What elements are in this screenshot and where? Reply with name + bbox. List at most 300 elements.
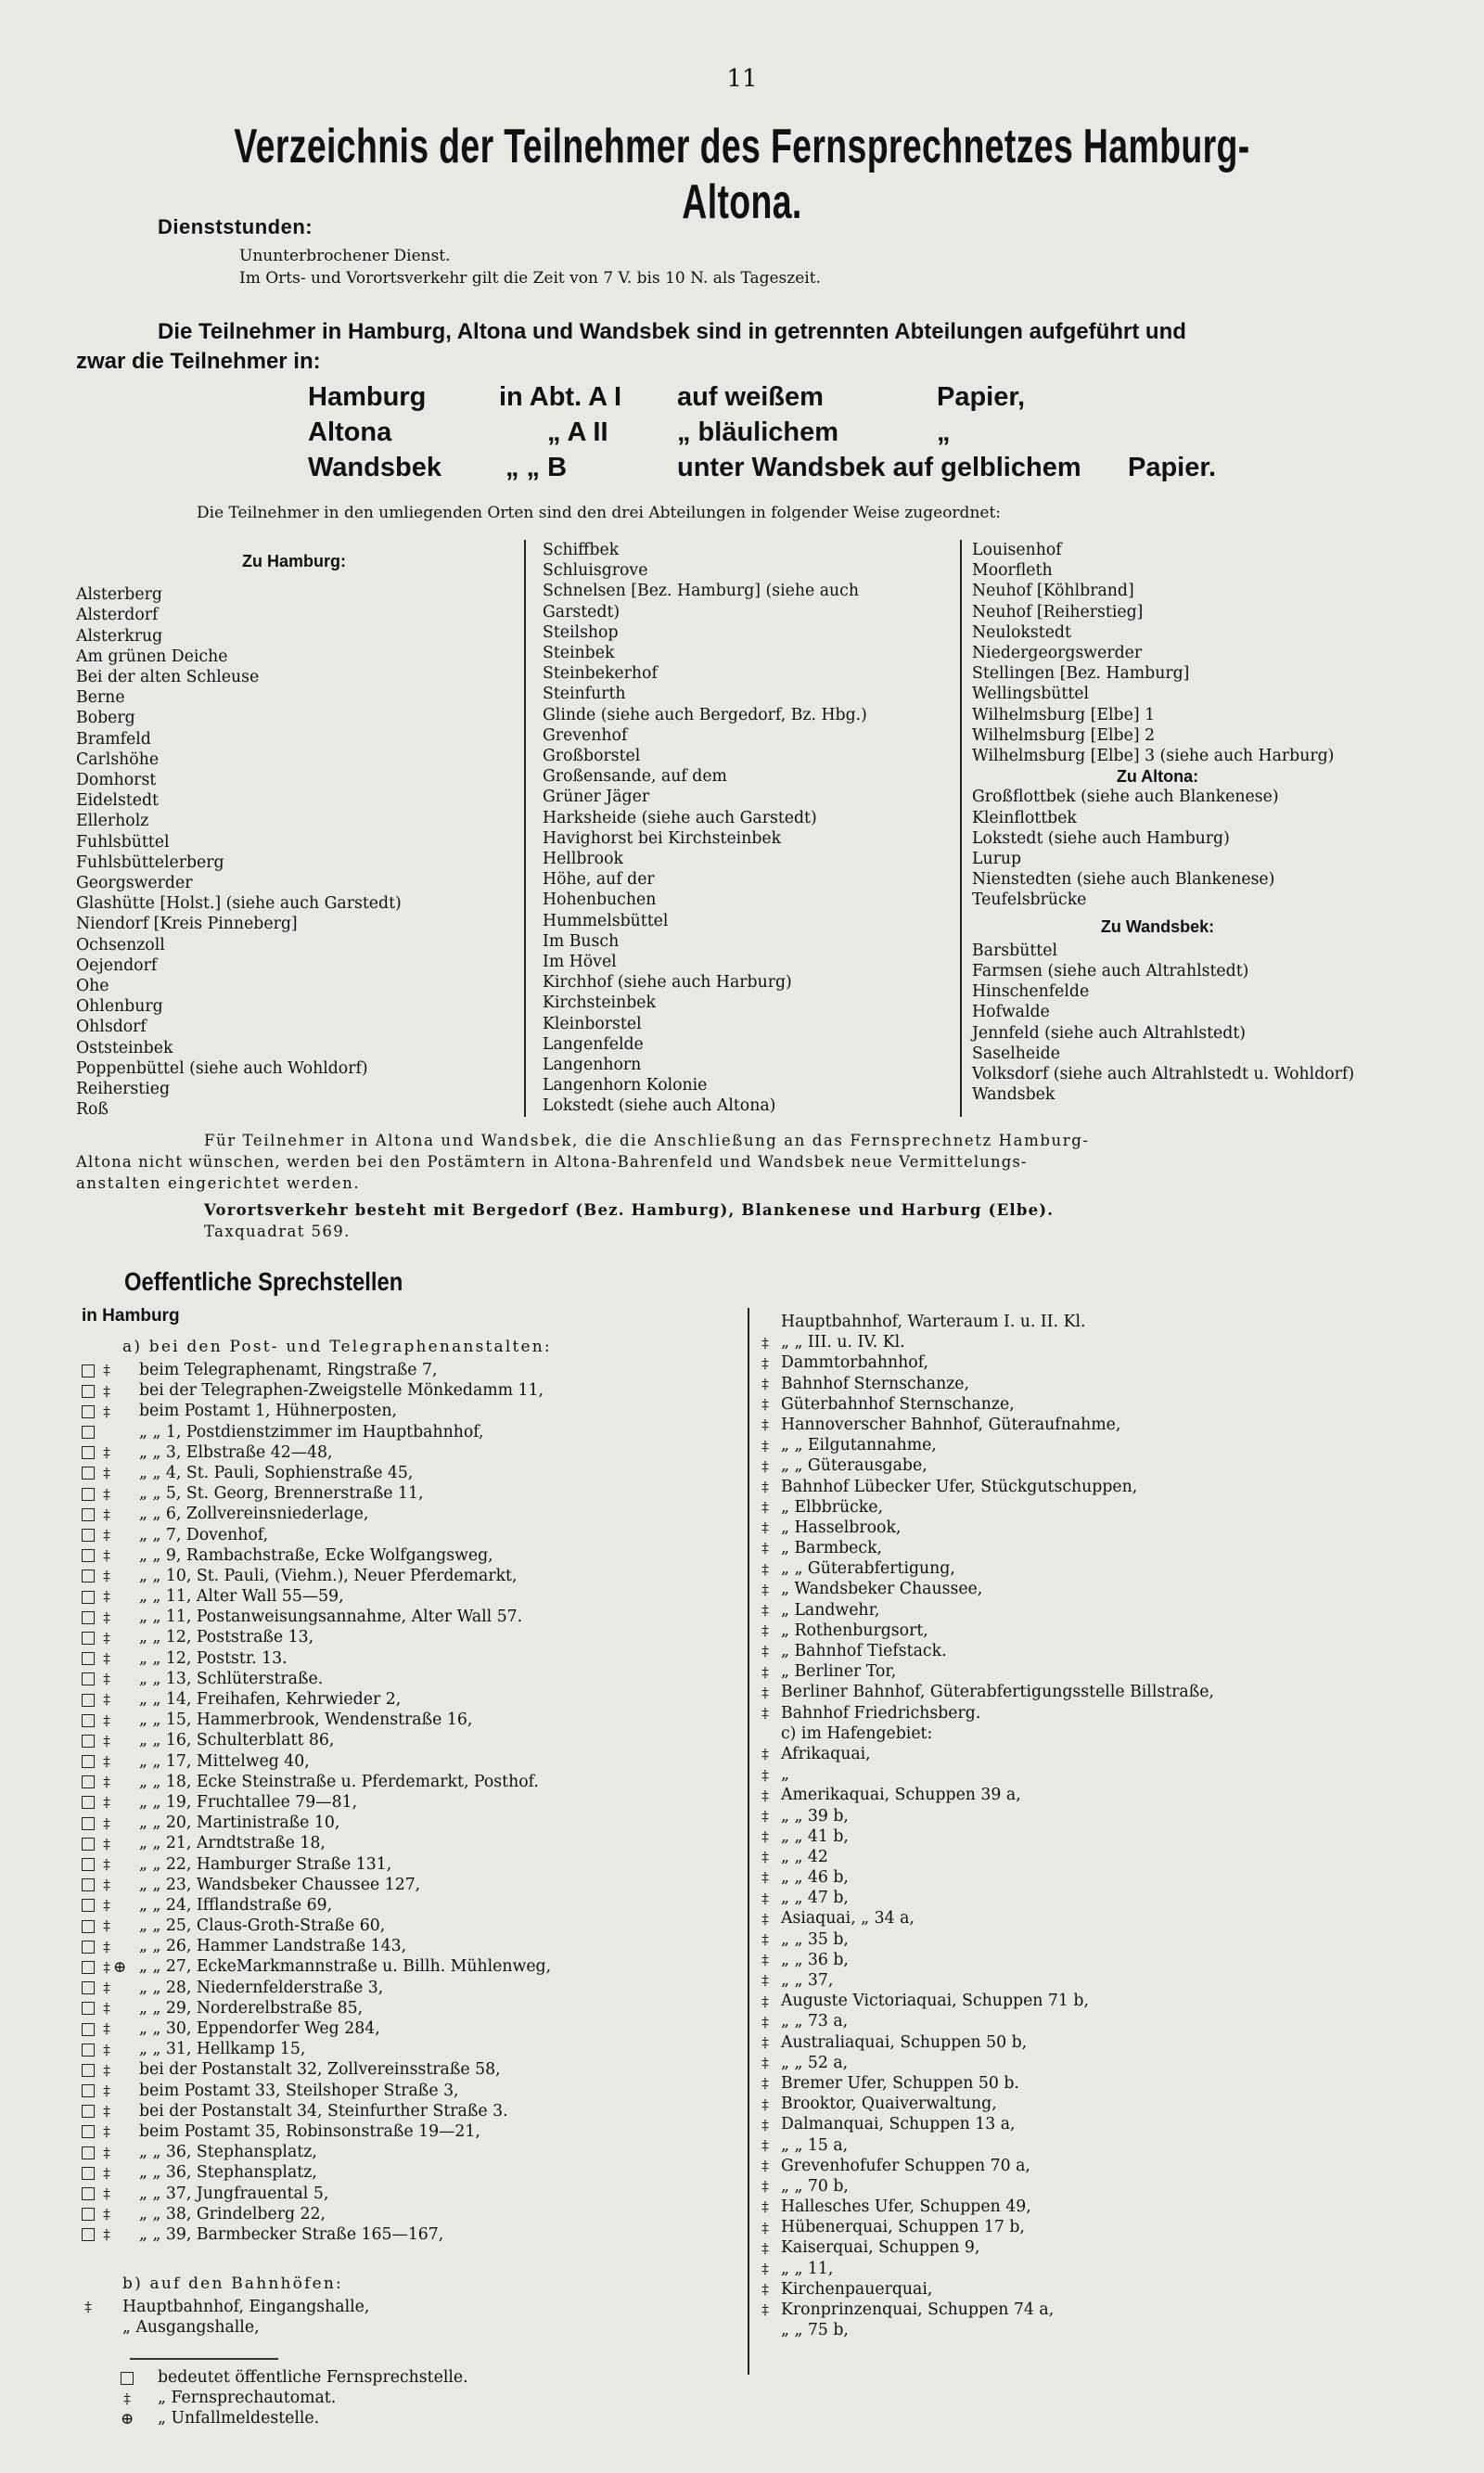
- service-line-1: Ununterbrochener Dienst.: [239, 247, 451, 265]
- legend: [121, 2367, 677, 2429]
- post-office-row: [82, 1463, 731, 1483]
- phone-automat-icon: ‡: [761, 1787, 769, 1804]
- symbol-group: [82, 1360, 139, 1381]
- post-office-text: „ „ 15, Hammerbrook, Wendenstraße 16,: [139, 1711, 473, 1730]
- post-office-row: [82, 1813, 731, 1833]
- phone-automat-icon: ‡: [761, 2301, 769, 2319]
- accident-report-icon: ⊕: [121, 2409, 134, 2428]
- public-phone-square-icon: [82, 1735, 95, 1748]
- post-office-text: „ „ 12, Poststr. 13.: [139, 1648, 288, 1668]
- symbol-group: [759, 1970, 779, 1992]
- post-office-text: „ „ 6, Zollvereinsniederlage,: [139, 1505, 369, 1524]
- post-office-text: „ „ 26, Hammer Landstraße 143,: [139, 1937, 407, 1956]
- railway-harbour-row: [759, 2320, 1464, 2340]
- railway-harbour-text: Bahnhof Lübecker Ufer, Stückgutschuppen,: [781, 1477, 1138, 1496]
- hamburg-place-item: Schiffbek: [543, 541, 620, 559]
- post-office-text: „ „ 4, St. Pauli, Sophienstraße 45,: [139, 1463, 414, 1482]
- post-office-row: [82, 1504, 731, 1524]
- post-office-text: „ „ 31, Hellkamp 15,: [139, 2040, 306, 2059]
- railway-harbour-row: [759, 1477, 1464, 1497]
- public-phone-square-icon: [82, 1755, 95, 1768]
- symbol-group: [82, 1463, 139, 1484]
- phone-automat-icon: ‡: [103, 2164, 110, 2182]
- symbol-group: [759, 1950, 779, 1971]
- symbol-group: [759, 1682, 779, 1703]
- heading-zu-hamburg: Zu Hamburg:: [242, 552, 346, 570]
- post-office-row: [82, 1360, 731, 1380]
- hamburg-place-item: Wilhelmsburg [Elbe] 3 (siehe auch Harburg): [972, 747, 1335, 766]
- railway-harbour-row: [759, 1991, 1464, 2011]
- phone-automat-icon: ‡: [761, 1972, 769, 1990]
- phone-automat-icon: ‡: [103, 1794, 110, 1812]
- hamburg-place-item: Höhe, auf der: [543, 870, 655, 890]
- phone-automat-icon: ‡: [761, 1807, 769, 1825]
- phone-automat-icon: ‡: [761, 2013, 769, 2031]
- post-office-text: bei der Postanstalt 34, Steinfurther Straße 3.: [139, 2101, 508, 2121]
- wandsbek-place-item: Hinschenfelde: [972, 982, 1090, 1002]
- hamburg-place-item: Neulokstedt: [972, 622, 1071, 642]
- symbol-group: [82, 1607, 139, 1628]
- hamburg-place-item: Poppenbüttel (siehe auch Wohldorf): [76, 1058, 368, 1078]
- symbol-group: [82, 1936, 139, 1957]
- hamburg-place-item: Hohenbuchen: [543, 891, 657, 910]
- post-office-row: [82, 1895, 731, 1916]
- symbol-group: [759, 1497, 779, 1518]
- railway-harbour-text: „: [781, 1765, 789, 1785]
- railway-harbour-row: [759, 1415, 1464, 1435]
- symbol-group: [759, 1785, 779, 1806]
- railway-harbour-row: [759, 1455, 1464, 1476]
- railway-harbour-text: „ „ Eilgutannahme,: [781, 1436, 937, 1455]
- public-phone-square-icon: [82, 1775, 95, 1788]
- post-office-text: beim Postamt 1, Hühnerposten,: [139, 1402, 398, 1421]
- hamburg-place-item: Garstedt): [543, 602, 620, 621]
- phone-automat-icon: ‡: [103, 1629, 110, 1647]
- symbol-group: [82, 1978, 139, 1999]
- hamburg-place-item: Wellingsbüttel: [972, 685, 1090, 704]
- railway-harbour-row: [759, 1312, 1464, 1332]
- post-office-text: beim Telegraphenamt, Ringstraße 7,: [139, 1361, 438, 1379]
- railway-harbour-row: [759, 1435, 1464, 1455]
- symbol-group: [82, 1380, 139, 1402]
- railway-harbour-row: [759, 2053, 1464, 2073]
- public-phone-square-icon: [82, 1508, 95, 1521]
- altona-place-item: Teufelsbrücke: [972, 891, 1087, 910]
- post-office-row: [82, 1916, 731, 1936]
- page-number: 11: [726, 65, 758, 93]
- railway-harbour-row: [759, 1497, 1464, 1518]
- symbol-group: [82, 1442, 139, 1464]
- public-phone-square-icon: [82, 1838, 95, 1851]
- symbol-group: [82, 2039, 139, 2060]
- symbol-group: [759, 1579, 779, 1600]
- column-hamburg: [76, 551, 512, 1120]
- note-line-4: Vorortsverkehr besteht mit Bergedorf (Bez. Hamburg), Blankenese und Harburg (Elbe).: [204, 1201, 1055, 1219]
- railway-harbour-text: „ „ III. u. IV. Kl.: [781, 1333, 905, 1352]
- phone-automat-icon: ‡: [103, 1650, 110, 1668]
- column-divider-2: [960, 540, 962, 1117]
- phone-automat-icon: ‡: [103, 1588, 110, 1606]
- symbol-group: [759, 1435, 779, 1456]
- post-office-row: [82, 1525, 731, 1545]
- post-office-row: [82, 1998, 731, 2018]
- hamburg-place-item: Wilhelmsburg [Elbe] 2: [972, 725, 1156, 745]
- phone-automat-icon: ‡: [103, 1835, 110, 1852]
- railway-harbour-row: [759, 1538, 1464, 1558]
- railway-harbour-list: [759, 1312, 1464, 2340]
- symbol-group: [759, 1744, 779, 1765]
- post-office-text: „ „ 30, Eppendorfer Weg 284,: [139, 2019, 380, 2038]
- railway-harbour-text: Dalmanquai, Schuppen 13 a,: [781, 2115, 1016, 2134]
- hamburg-place-item: Im Busch: [543, 931, 620, 951]
- hamburg-place-item: Oststeinbek: [76, 1038, 173, 1057]
- post-office-text: „ „ 7, Dovenhof,: [139, 1525, 269, 1544]
- phone-automat-icon: ‡: [103, 1980, 110, 1997]
- phone-automat-icon: ‡: [761, 2178, 769, 2196]
- phone-automat-icon: ‡: [761, 1499, 769, 1517]
- railway-harbour-row: [759, 2217, 1464, 2237]
- phone-automat-icon: ‡: [761, 2095, 769, 2113]
- post-office-text: beim Postamt 33, Steilshoper Straße 3,: [139, 2081, 459, 2100]
- phone-automat-icon: ‡: [103, 1732, 110, 1749]
- post-office-text: „ „ 14, Freihafen, Kehrwieder 2,: [139, 1690, 402, 1709]
- public-phone-square-icon: [82, 2064, 95, 2077]
- post-office-row: [82, 2018, 731, 2039]
- phone-automat-icon: ‡: [103, 2020, 110, 2038]
- hamburg-place-item: Langenhorn Kolonie: [543, 1076, 708, 1096]
- phone-automat-icon: ‡: [761, 1334, 769, 1352]
- public-phone-square-icon: [82, 1591, 95, 1604]
- service-heading: Dienststunden:: [158, 215, 313, 238]
- railway-harbour-row: [759, 1579, 1464, 1599]
- hamburg-place-item: Im Hövel: [543, 953, 617, 972]
- intro-row-hamburg-dept: in Abt. A I: [499, 382, 622, 412]
- hamburg-place-item: Wilhelmsburg [Elbe] 1: [972, 705, 1156, 724]
- railway-harbour-text: Afrikaquai,: [781, 1744, 871, 1763]
- railway-harbour-row: [759, 1332, 1464, 1352]
- phone-automat-icon: ‡: [103, 1917, 110, 1935]
- symbol-group: [82, 1916, 139, 1937]
- phone-automat-icon: ‡: [103, 2206, 110, 2223]
- symbol-group: [82, 2142, 139, 2163]
- post-office-text: „ „ 18, Ecke Steinstraße u. Pferdemarkt, Posthof.: [139, 1772, 539, 1791]
- post-office-row: [82, 1422, 731, 1442]
- hamburg-place-item: Roß: [76, 1100, 109, 1120]
- symbol-group: [759, 1352, 779, 1374]
- post-office-row: [82, 1586, 731, 1607]
- railway-harbour-row: [759, 1908, 1464, 1928]
- phone-automat-icon: ‡: [761, 1602, 769, 1620]
- railway-harbour-text: Kronprinzenquai, Schuppen 74 a,: [781, 2300, 1055, 2319]
- railway-harbour-text: Bahnhof Friedrichsberg.: [781, 1703, 981, 1723]
- symbol-group: [82, 2101, 139, 2122]
- symbol-group: [82, 1895, 139, 1916]
- phone-automat-icon: ‡: [761, 1931, 769, 1949]
- phone-automat-icon: ‡: [103, 1938, 110, 1955]
- station-text: Hauptbahnhof, Eingangshalle,: [122, 2298, 370, 2316]
- phone-automat-icon: ‡: [103, 1958, 110, 1976]
- symbol-group: [82, 2162, 139, 2184]
- symbol-group: [759, 1518, 779, 1539]
- phone-automat-icon: ‡: [103, 1691, 110, 1709]
- railway-harbour-row: [759, 1929, 1464, 1950]
- phone-automat-icon: ‡: [103, 1382, 110, 1400]
- station-row: [82, 2297, 731, 2317]
- note-line-5: Taxquadrat 569.: [204, 1223, 351, 1240]
- railway-harbour-row: [759, 1600, 1464, 1621]
- railway-harbour-row: [759, 1374, 1464, 1394]
- symbol-group: [82, 2224, 139, 2246]
- railway-harbour-row: [759, 1621, 1464, 1641]
- railway-harbour-text: Bahnhof Sternschanze,: [781, 1374, 970, 1393]
- symbol-group: [759, 1374, 779, 1395]
- symbol-group: [82, 2018, 139, 2040]
- phone-automat-icon: ‡: [761, 2055, 769, 2072]
- post-office-text: „ „ 9, Rambachstraße, Ecke Wolfgangsweg,: [139, 1545, 493, 1565]
- post-office-row: [82, 1689, 731, 1710]
- public-phone-square-icon: [82, 1941, 95, 1954]
- post-office-text: „ „ 11, Alter Wall 55—59,: [139, 1587, 344, 1607]
- post-office-row: [82, 1956, 731, 1977]
- heading-zu-altona: Zu Altona:: [1116, 767, 1199, 787]
- legend-row: [121, 2388, 677, 2408]
- public-phone-square-icon: [82, 1878, 95, 1891]
- phone-automat-icon: ‡: [761, 1375, 769, 1392]
- intro-row-wandsbek-tail: Papier.: [1128, 453, 1217, 482]
- symbol-group: [82, 1956, 139, 1978]
- hamburg-place-item: Schnelsen [Bez. Hamburg] (siehe auch: [543, 582, 859, 601]
- symbol-group: [82, 1751, 139, 1773]
- hamburg-place-item: Kirchsteinbek: [543, 993, 656, 1013]
- phone-automat-icon: ‡: [761, 2116, 769, 2133]
- hamburg-place-item: Oejendorf: [76, 955, 158, 975]
- post-office-row: [82, 2101, 731, 2121]
- railway-harbour-text: „ „ 36 b,: [781, 1950, 849, 1969]
- railway-harbour-row: [759, 1785, 1464, 1805]
- phone-automat-icon: ‡: [103, 2185, 110, 2202]
- symbol-group: [82, 2184, 139, 2205]
- symbol-group: [759, 2053, 779, 2074]
- railway-harbour-row: [759, 2237, 1464, 2258]
- railway-harbour-row: [759, 1661, 1464, 1682]
- hamburg-place-item: Steinbekerhof: [543, 664, 658, 684]
- post-office-text: „ „ 38, Grindelberg 22,: [139, 2204, 326, 2223]
- hamburg-place-item: Alsterkrug: [76, 626, 163, 646]
- public-phone-square-icon: [121, 2372, 134, 2385]
- symbol-group: [82, 1566, 139, 1587]
- public-phone-square-icon: [82, 1672, 95, 1685]
- symbol-group: [759, 2217, 779, 2238]
- railway-harbour-text: „ „ 73 a,: [781, 2012, 849, 2031]
- public-phone-square-icon: [82, 1385, 95, 1398]
- post-office-text: „ „ 39, Barmbecker Straße 165—167,: [139, 2224, 444, 2244]
- hamburg-place-item: Steinbek: [543, 644, 615, 663]
- railway-harbour-text: c) im Hafengebiet:: [781, 1723, 933, 1743]
- phone-automat-icon: ‡: [761, 1992, 769, 2010]
- post-office-text: „ „ 37, Jungfrauental 5,: [139, 2184, 329, 2203]
- symbol-group: [759, 2094, 779, 2115]
- phone-automat-icon: ‡: [103, 2000, 110, 2018]
- railway-harbour-row: [759, 1641, 1464, 1661]
- phone-automat-icon: ‡: [103, 1814, 110, 1832]
- symbol-group: [82, 2081, 139, 2102]
- hamburg-place-item: Reiherstieg: [76, 1080, 171, 1099]
- post-office-text: „ „ 1, Postdienstzimmer im Hauptbahnhof,: [139, 1422, 484, 1442]
- public-phone-square-icon: [82, 2167, 95, 2180]
- hamburg-place-item: Moorfleth: [972, 561, 1053, 581]
- railway-harbour-row: [759, 2197, 1464, 2217]
- phone-automat-icon: ‡: [103, 1568, 110, 1585]
- railway-harbour-row: [759, 1744, 1464, 1764]
- railway-harbour-text: „ „ 47 b,: [781, 1889, 849, 1908]
- post-office-row: [82, 1875, 731, 1895]
- phone-automat-icon: ‡: [761, 1663, 769, 1681]
- phone-automat-icon: ‡: [103, 2226, 110, 2244]
- intro-row-altona-paper: „ bläulichem: [677, 417, 839, 447]
- public-phone-square-icon: [82, 2125, 95, 2138]
- hamburg-place-list: [76, 584, 512, 1120]
- hamburg-place-item: Havighorst bei Kirchsteinbek: [543, 828, 782, 848]
- hamburg-place-item: Bei der alten Schleuse: [76, 668, 260, 687]
- station-row: [82, 2317, 731, 2338]
- hamburg-place-item: Fuhlsbüttelerberg: [76, 852, 224, 872]
- symbol-group: [759, 2259, 779, 2280]
- post-office-text: „ „ 29, Norderelbstraße 85,: [139, 1998, 364, 2018]
- symbol-group: [759, 1764, 779, 1786]
- symbol-group: [82, 1648, 139, 1670]
- post-office-row: [82, 1401, 731, 1421]
- railway-harbour-text: Australiaquai, Schuppen 50 b,: [781, 2032, 1028, 2052]
- railway-harbour-text: „ „ 35 b,: [781, 1929, 849, 1949]
- phone-automat-icon: ‡: [103, 1444, 110, 1462]
- post-office-row: [82, 1854, 731, 1875]
- public-phone-square-icon: [82, 1981, 95, 1994]
- railway-harbour-text: Kaiserquai, Schuppen 9,: [781, 2238, 980, 2258]
- note-line-1: Für Teilnehmer in Altona und Wandsbek, die die Anschließung an das Fernsprechnetz Hamburg-: [204, 1132, 1090, 1149]
- public-subheading: in Hamburg: [82, 1306, 180, 1326]
- phone-automat-icon: ‡: [103, 2041, 110, 2058]
- railway-harbour-text: „ Landwehr,: [781, 1600, 880, 1620]
- railway-harbour-row: [759, 2114, 1464, 2134]
- symbol-group: [759, 1600, 779, 1621]
- symbol-group: [759, 1867, 779, 1889]
- hamburg-place-item: Kirchhof (siehe auch Harburg): [543, 973, 792, 993]
- hamburg-place-item: Harksheide (siehe auch Garstedt): [543, 808, 817, 827]
- symbol-group: [82, 1525, 139, 1546]
- post-office-row: [82, 2039, 731, 2059]
- public-phone-square-icon: [82, 1529, 95, 1542]
- railway-harbour-text: Brooktor, Quaiverwaltung,: [781, 2095, 997, 2114]
- phone-automat-icon: ‡: [84, 2299, 92, 2316]
- assign-line: Die Teilnehmer in den umliegenden Orten sind den drei Abteilungen in folgender Weise zugeordnet:: [197, 504, 1002, 522]
- symbol-group: [82, 1792, 139, 1813]
- post-office-row: [82, 2184, 731, 2204]
- hamburg-place-item: Glinde (siehe auch Bergedorf, Bz. Hbg.): [543, 705, 867, 724]
- railway-harbour-row: [759, 1518, 1464, 1538]
- post-office-text: bei der Postanstalt 32, Zollvereinsstraße 58,: [139, 2060, 501, 2080]
- legend-text: bedeutet öffentliche Fernsprechstelle.: [158, 2368, 468, 2387]
- phone-automat-icon: ‡: [761, 1354, 769, 1372]
- railway-harbour-text: Kirchenpauerquai,: [781, 2279, 933, 2299]
- railway-harbour-text: „ „ 37,: [781, 1971, 834, 1990]
- symbol-group: [759, 1332, 779, 1353]
- railway-harbour-text: Güterbahnhof Sternschanze,: [781, 1394, 1015, 1414]
- symbol-group: [82, 2121, 139, 2143]
- railway-harbour-row: [759, 1970, 1464, 1991]
- phone-automat-icon: ‡: [761, 1890, 769, 1907]
- public-phone-square-icon: [82, 2228, 95, 2241]
- legend-text: „ Unfallmeldestelle.: [158, 2409, 320, 2428]
- phone-automat-icon: ‡: [761, 1540, 769, 1557]
- hamburg-place-item: Bramfeld: [76, 729, 151, 749]
- symbol-group: [759, 1538, 779, 1559]
- hamburg-place-item: Hummelsbüttel: [543, 911, 669, 930]
- symbol-group: [82, 1689, 139, 1711]
- phone-automat-icon: ‡: [761, 2136, 769, 2154]
- phone-automat-icon: ‡: [103, 1608, 110, 1626]
- phone-automat-icon: ‡: [103, 2061, 110, 2079]
- symbol-group: [759, 2032, 779, 2054]
- post-office-row: [82, 1380, 731, 1401]
- public-phone-square-icon: [82, 1961, 95, 1974]
- symbol-group: [759, 1455, 779, 1477]
- public-phone-square-icon: [82, 1796, 95, 1809]
- hamburg-place-item: Georgswerder: [76, 874, 193, 893]
- railway-harbour-row: [759, 1950, 1464, 1970]
- railway-harbour-text: „ Barmbeck,: [781, 1539, 883, 1558]
- post-office-list: [82, 1360, 731, 2245]
- phone-automat-icon: ‡: [761, 2075, 769, 2093]
- public-phone-square-icon: [82, 1426, 95, 1439]
- phone-automat-icon: ‡: [761, 1704, 769, 1722]
- post-office-text: „ „ 36, Stephansplatz,: [139, 2163, 317, 2183]
- public-phone-square-icon: [82, 1446, 95, 1459]
- railway-harbour-text: „ „ Güterabfertigung,: [781, 1559, 955, 1579]
- post-office-text: „ „ 10, St. Pauli, (Viehm.), Neuer Pferdemarkt,: [139, 1566, 518, 1585]
- post-office-row: [82, 1483, 731, 1504]
- note-line-2: Altona nicht wünschen, werden bei den Postämtern in Altona-Bahrenfeld und Wandsbek neue Vermittelungs-: [76, 1153, 1028, 1171]
- post-office-text: „ „ 12, Poststraße 13,: [139, 1628, 314, 1647]
- symbol-group: [82, 2204, 139, 2225]
- altona-place-item: Großflottbek (siehe auch Blankenese): [972, 788, 1279, 807]
- railway-harbour-row: [759, 2094, 1464, 2114]
- railway-harbour-text: „ „ Güterausgabe,: [781, 1456, 928, 1476]
- phone-automat-icon: ‡: [103, 1671, 110, 1688]
- a-heading: a) bei den Post- und Telegraphenanstalten:: [122, 1338, 552, 1356]
- railway-harbour-text: „ Elbbrücke,: [781, 1497, 883, 1517]
- post-office-row: [82, 2162, 731, 2183]
- symbol-group: [82, 1545, 139, 1567]
- public-heading: Oeffentliche Sprechstellen: [124, 1267, 403, 1296]
- symbol-group: [759, 2114, 779, 2135]
- symbol-group: [759, 1703, 779, 1724]
- phone-automat-icon: ‡: [761, 2219, 769, 2236]
- hamburg-place-item: Grüner Jäger: [543, 788, 650, 807]
- railway-harbour-text: Hübenerquai, Schuppen 17 b,: [781, 2218, 1025, 2237]
- hamburg-place-item: Am grünen Deiche: [76, 647, 228, 666]
- hamburg-place-item: Steilshop: [543, 622, 619, 642]
- phone-automat-icon: ‡: [761, 1581, 769, 1598]
- railway-harbour-text: Grevenhofufer Schuppen 70 a,: [781, 2156, 1030, 2175]
- symbol-group: [759, 2156, 779, 2177]
- railway-harbour-row: [759, 1847, 1464, 1867]
- railway-harbour-row: [759, 1867, 1464, 1888]
- hamburg-place-item: Langenhorn: [543, 1056, 642, 1075]
- hamburg-place-item: Großensande, auf dem: [543, 767, 727, 787]
- public-phone-square-icon: [82, 2044, 95, 2057]
- symbol-group: [759, 1826, 779, 1848]
- post-office-text: „ „ 25, Claus-Groth-Straße 60,: [139, 1916, 386, 1936]
